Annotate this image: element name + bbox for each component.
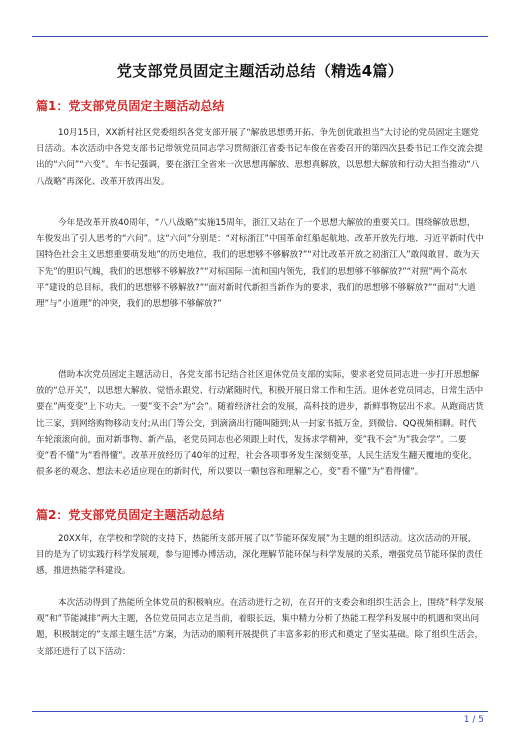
section-1-paragraph-3: 借助本次党员固定主题活动日，各党支部书记结合社区退休党员支部的实际，要求老党员同志进一步打开思想解放的“总开关”，以思想大解放、觉悟永跟党、行动紧随时代，积极开展日常工作和生活。退休老党员同志，日常生活中要在”两变变”上下功夫。一要”变不会”为”会”。随着经济社会的发展，高科技的进步，新鲜事物层出不求。从跑商店货比三家，到网络购物移动支付;从出门等公交，到滴滴出行随叫随到;从一封家书抵万金，到微信、QQ视频相聊。时代车轮滚滚向前，面对新事物、新产品，老党员同志也必须跟上时代，发扬求学精神，变”我不会”为”我会学”。二要变”看不懂”为”看得懂”。改革开放经历了40年的过程，社会各项事务发生深刻变革，人民生活发生翻天覆地的变化，很多老的观念、想法未必适应现在的新时代，所以要以一颗包容和理解之心，变”看不懂”为”看得懂”。 — [36, 370, 484, 478]
document-title: 党支部党员固定主题活动总结（精选4篇） — [116, 62, 404, 80]
section-2-paragraph-1: 20XX年，在学校和学院的支持下，热能所支部开展了以”节能环保发展”为主题的组织活动。这次活动的开展，目的是为了切实践行科学发展观，参与迎博办博活动，深化理解节能环保与科学发展的关系，增强党员节能环保的责任感，推进热能学科建设。 — [36, 534, 483, 577]
section-1-heading: 篇1：党支部党员固定主题活动总结 — [36, 99, 225, 113]
bottom-divider — [32, 711, 488, 712]
section-2-heading: 篇2：党支部党员固定主题活动总结 — [36, 508, 225, 522]
section-1-paragraph-1: 10月15日，XX新村社区党委组织各党支部开展了“解放思想勇开拓、争先创优敢担当”大讨论的党员固定主题党日活动。本次活动中各党支部书记带领党员同志学习贯彻浙江省委书记车俊在省委召开的第四次县委书记工作交流会提出的“六问”“六变”。车书记强调，要在浙江全省来一次思想再解放、思想真解放，以思想大解放和行动大担当推动“八八战略”再深化、改革开放再出发。 — [36, 128, 483, 187]
section-1-paragraph-2: 今年是改革开放40周年，“八八战略”实施15周年，浙江又站在了一个思想大解放的重要关口。围绕解放思想，车俊发出了引人思考的“六问”。这“六问”分别是：“对标浙江”中国革命红船起航地、改革开放先行地、习近平新时代中国特色社会主义思想重要萌发地”的历史地位，我们的思想够不够解放?”“对比改革开放之初浙江人”敢闯敢冒、敢为天下先”的胆识气魄，我们的思想够不够解放?”“对标国际一流和国内领先，我们的思想够不够解放?”“对照”两个高水平”建设的总目标，我们的思想够不够解放?”“面对新时代新担当新作为的要求，我们的思想够不够解放?”“面对”大道理”与”小道理”的冲突，我们的思想够不够解放?” — [36, 218, 484, 310]
section-2-paragraph-2: 本次活动得到了热能所全体党员的积极响应。在活动进行之初，在召开的支委会和组织生活会上，围绕”科学发展观”和”节能减排”两大主题，各位党员同志立足当前，着眼长远，集中精力分析了热能工程学科发展中的机遇和突出问题，积极制定的”支部主题生活”方案，为活动的顺利开展提供了丰富多彩的形式和奠定了坚实基础。除了组织生活会，支部还进行了以下活动： — [36, 598, 484, 657]
top-divider — [32, 36, 488, 37]
page-number: 1 / 5 — [463, 715, 484, 725]
